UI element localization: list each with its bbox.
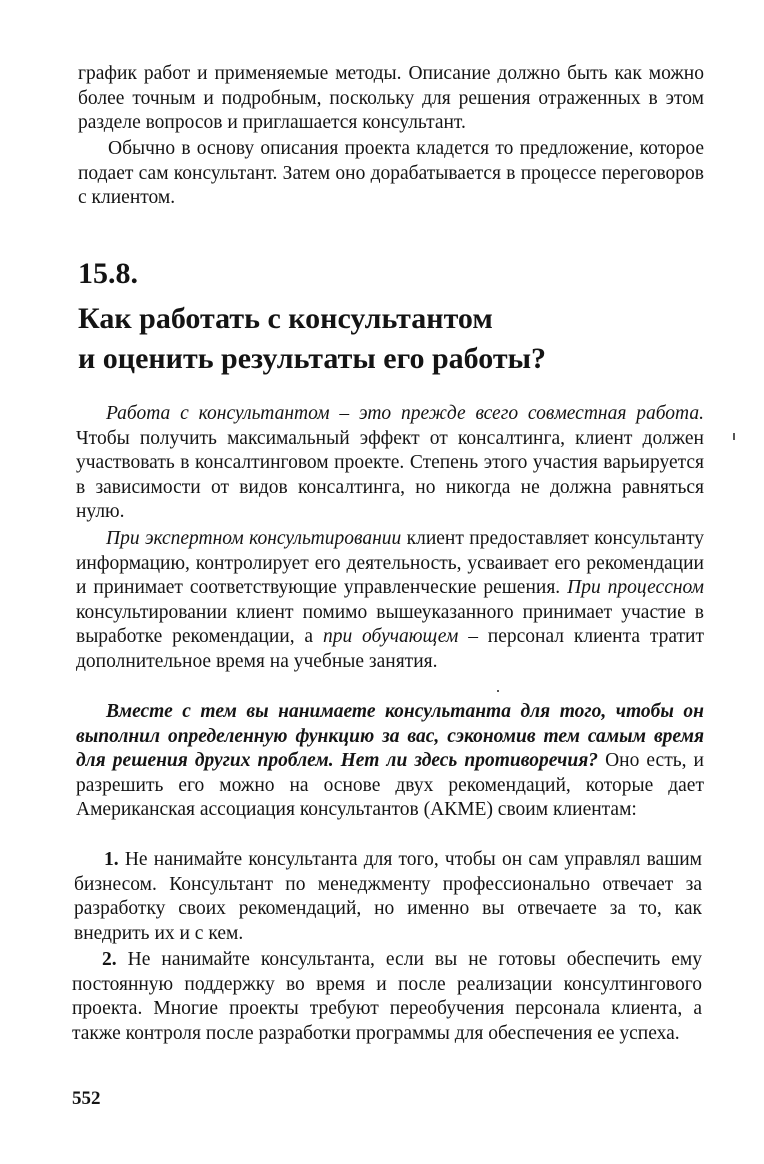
contradiction-text: Оно есть, и разрешить его можно на основе двух рекомендаций, которые дает Американская ассоциация консультантов (АКМЕ) своим клиентам: (76, 750, 704, 821)
list-item-2 (72, 948, 702, 1046)
scan-speck (497, 690, 499, 692)
process-consulting-text: консультировании клиент помимо вышеуказанного принимает участие в выработке рекомендации, а (76, 601, 704, 648)
expert-consulting-text: клиент предоставляет консультанту информацию, контролирует его деятельность, усваивает его рекомендации и принимает соответствующие управленческие решения. (76, 528, 704, 599)
paragraph-intro-2: Обычно в основу описания проекта кладется то предложение, которое подает сам консультант. Затем оно дорабатывается в процессе переговоров с клиентом. (78, 138, 704, 209)
list-item-2-text: Не нанимайте консультанта, если вы не готовы обеспечить ему постоянную поддержку во время и после реализации консултингового проекта. Многие проекты требуют переобучения персонала клиента, а также контроля после разработки программы для обеспечения ее успеха. (72, 949, 702, 1044)
paragraph-collaboration (76, 402, 704, 525)
paragraph-intro-continuation: график работ и применяемые методы. Описание должно быть как можно более точным и подробным, поскольку для решения отраженных в этом разделе вопросов и приглашается консультант. (78, 63, 704, 134)
contradiction-question: Вместе с тем вы нанимаете консультанта для того, чтобы он выполнил определенную функцию за вас, сэкономив тем самым время для решения других проблем. Нет ли здесь противоречия? (76, 701, 704, 772)
section-number: 15.8. (78, 257, 138, 290)
collaboration-text: Чтобы получить максимальный эффект от консалтинга, клиент должен участвовать в консалтинговом проекте. Степень этого участия варьируется в зависимости от видов консалтинга, но никогда не должна равняться нулю. (76, 427, 704, 523)
paragraph-contradiction (76, 700, 704, 823)
process-consulting-term: При процессном (567, 577, 704, 599)
section-title-line-1: Как работать с консультантом (78, 302, 493, 335)
training-consulting-term: при обучающем (322, 626, 459, 648)
paragraph-consulting-types (76, 527, 704, 675)
expert-consulting-term: При экспертном консультировании (106, 528, 402, 549)
list-item-1-number: 1. (104, 849, 119, 870)
list-item-1-text: Не нанимайте консультанта для того, чтобы он сам управлял вашим бизнесом. Консультант по менеджменту профессионально отвечает за разработку своих рекомендаций, но именно вы отвечаете за то, как внедрить их и с кем. (74, 849, 702, 944)
list-item-1 (74, 848, 702, 946)
collaboration-lead: Работа с консультантом – это прежде всего совместная работа. (106, 403, 704, 424)
training-consulting-text: – персонал клиента тратит дополнительное время на учебные занятия. (76, 626, 704, 672)
list-item-2-number: 2. (102, 949, 117, 970)
scan-speck (733, 433, 735, 440)
page-number: 552 (72, 1088, 101, 1109)
section-title-line-2: и оценить результаты его работы? (78, 342, 547, 375)
